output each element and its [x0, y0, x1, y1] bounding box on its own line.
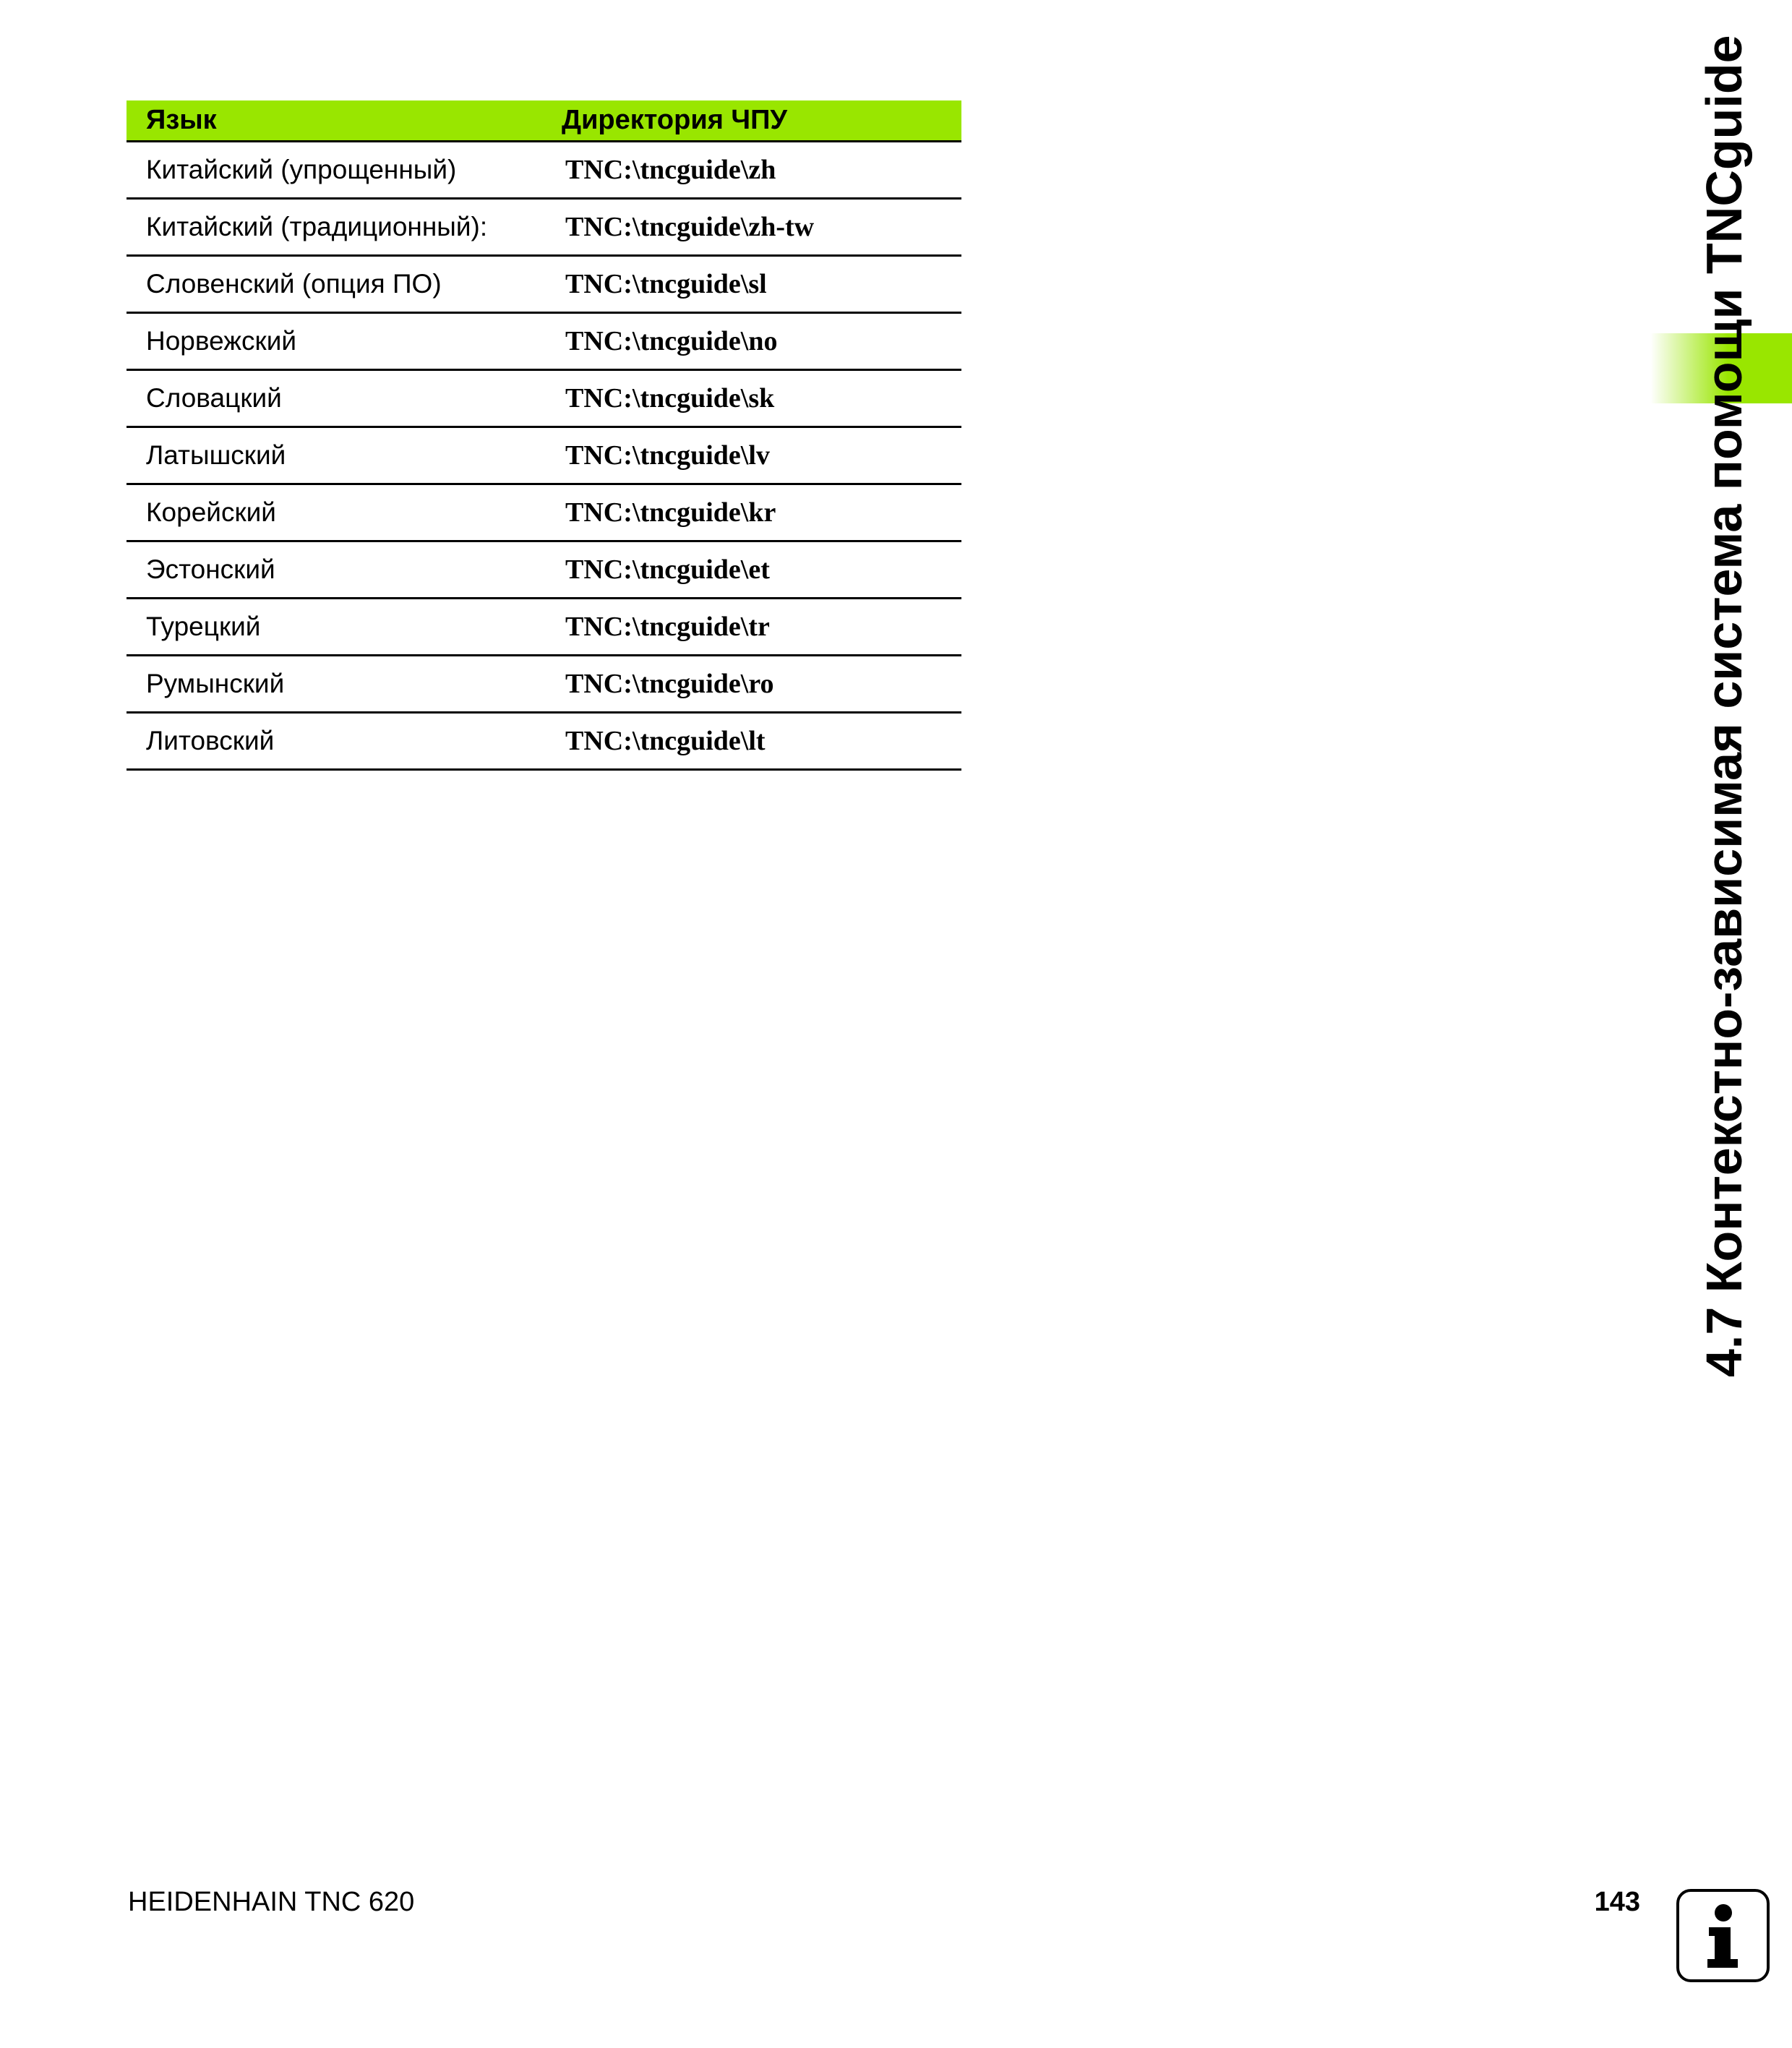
directory-cell: TNC:\tncguide\sl — [562, 255, 961, 312]
language-cell: Китайский (традиционный): — [127, 198, 562, 255]
table-row — [127, 198, 961, 255]
directory-cell: TNC:\tncguide\no — [562, 312, 961, 369]
directory-cell: TNC:\tncguide\et — [562, 541, 961, 598]
language-cell: Китайский (упрощенный) — [127, 141, 562, 198]
directory-cell: TNC:\tncguide\lt — [562, 712, 961, 769]
language-cell: Эстонский — [127, 541, 562, 598]
page-number: 143 — [1594, 1887, 1640, 1917]
language-cell: Турецкий — [127, 598, 562, 655]
info-icon — [1676, 1888, 1770, 1983]
language-cell: Румынский — [127, 655, 562, 712]
section-title: 4.7 Контекстно-зависимая система помощи TNCguide — [1696, 35, 1752, 1377]
table-body — [127, 141, 961, 769]
directory-cell: TNC:\tncguide\kr — [562, 484, 961, 541]
footer-product-name: HEIDENHAIN TNC 620 — [128, 1887, 415, 1917]
table-row — [127, 655, 961, 712]
table-row — [127, 598, 961, 655]
language-directory-table — [127, 100, 961, 771]
table-row — [127, 369, 961, 427]
directory-cell: TNC:\tncguide\tr — [562, 598, 961, 655]
language-cell: Норвежский — [127, 312, 562, 369]
language-cell: Корейский — [127, 484, 562, 541]
directory-cell: TNC:\tncguide\ro — [562, 655, 961, 712]
column-header-directory: Директория ЧПУ — [562, 100, 961, 141]
column-header-language: Язык — [127, 100, 562, 141]
table-row — [127, 427, 961, 484]
directory-cell: TNC:\tncguide\zh — [562, 141, 961, 198]
table-row — [127, 541, 961, 598]
table-row — [127, 255, 961, 312]
table-row — [127, 484, 961, 541]
language-cell: Латышский — [127, 427, 562, 484]
language-cell: Словацкий — [127, 369, 562, 427]
language-cell: Литовский — [127, 712, 562, 769]
table-header-row — [127, 100, 961, 141]
table-row — [127, 141, 961, 198]
directory-cell: TNC:\tncguide\lv — [562, 427, 961, 484]
language-cell: Словенский (опция ПО) — [127, 255, 562, 312]
directory-cell: TNC:\tncguide\sk — [562, 369, 961, 427]
table-row — [127, 312, 961, 369]
directory-cell: TNC:\tncguide\zh-tw — [562, 198, 961, 255]
table-row — [127, 712, 961, 769]
